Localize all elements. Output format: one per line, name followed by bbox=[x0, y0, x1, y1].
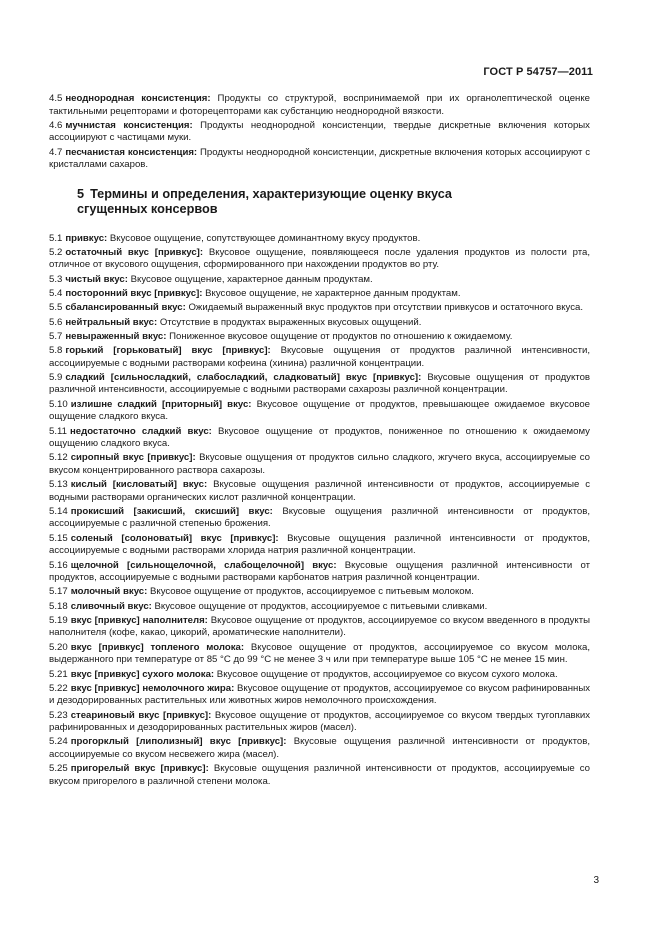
entry-number: 5.8 bbox=[49, 345, 63, 357]
entry-term: сладкий [сильносладкий, слабосладкий, сладковатый] вкус [привкус]: bbox=[65, 371, 422, 383]
entry-number: 5.6 bbox=[49, 316, 63, 328]
definition-entry bbox=[49, 683, 590, 708]
definition-entry bbox=[49, 274, 590, 287]
entry-definition: Вкусовое ощущение от продуктов, ассоциируемое со вкусом молока, выдержанного при температуре от 85 °С до 99 °С не менее 3 ч или при температуре выше 105 °С не менее 15 мин. bbox=[49, 641, 590, 666]
definition-entry bbox=[49, 93, 590, 118]
entry-definition: Вкусовое ощущение, появляющееся после удаления продуктов из полости рта, отличное от вкусового ощущения, сформированного при нахождении продуктов во рту. bbox=[49, 246, 591, 271]
entry-number: 5.24 bbox=[49, 736, 68, 748]
definition-entry bbox=[49, 533, 590, 558]
entry-term: прогорклый [липолизный] вкус [привкус]: bbox=[70, 736, 287, 748]
entry-number: 5.4 bbox=[49, 287, 63, 299]
entry-number: 5.16 bbox=[49, 559, 68, 571]
entry-term: чистый вкус: bbox=[65, 273, 128, 285]
entry-definition: Вкусовое ощущение, не характерное данным продуктам. bbox=[205, 287, 461, 299]
entry-number: 5.12 bbox=[49, 452, 68, 464]
definition-entry bbox=[49, 247, 590, 272]
entry-term: сбалансированный вкус: bbox=[65, 302, 186, 314]
entry-definition: Вкусовое ощущение от продуктов, ассоциируемое с питьевыми сливками. bbox=[154, 600, 488, 612]
section-5-entries bbox=[49, 233, 590, 789]
definition-entry bbox=[49, 710, 590, 735]
definition-entry bbox=[49, 560, 590, 585]
section-title-line-1: Термины и определения, характеризующие оценку вкуса bbox=[90, 186, 452, 201]
entry-definition: Пониженное вкусовое ощущение от продуктов по отношению к ожидаемому. bbox=[169, 330, 513, 342]
entry-term: неоднородная консистенция: bbox=[65, 93, 211, 104]
entry-term: молочный вкус: bbox=[70, 586, 148, 598]
entry-definition: Вкусовые ощущения от продуктов сильно сладкого, жгучего вкуса, ассоциируемые со вкусом концентрированного раствора сахарозы. bbox=[49, 452, 590, 476]
entry-term: недостаточно сладкий вкус: bbox=[69, 425, 212, 437]
definition-entry bbox=[49, 288, 590, 301]
page-number: 3 bbox=[593, 875, 599, 886]
definition-entry bbox=[49, 601, 590, 614]
entry-number: 4.6 bbox=[49, 119, 63, 131]
entry-number: 5.14 bbox=[49, 505, 68, 517]
entry-definition: Вкусовые ощущения от продуктов различной интенсивности, ассоциируемые с водными растворами кофеина (хинина) различной концентрации. bbox=[49, 345, 591, 369]
entry-number: 5.23 bbox=[49, 709, 68, 721]
entry-number: 5.25 bbox=[49, 763, 68, 775]
entry-definition: Вкусовое ощущение от продуктов, пониженное по отношению к ожидаемому ощущению сладкого вкуса. bbox=[49, 425, 590, 450]
definition-entry bbox=[49, 736, 590, 761]
entry-definition: Продукты неоднородной консистенции, дискретные включения которых ассоциируют с кристаллами сахаров. bbox=[49, 146, 591, 171]
definition-entry bbox=[49, 317, 590, 330]
entry-term: остаточный вкус [привкус]: bbox=[65, 246, 204, 258]
entry-number: 5.22 bbox=[49, 682, 68, 694]
definition-entry bbox=[49, 506, 590, 531]
section-5-heading bbox=[77, 187, 590, 217]
entry-number: 5.1 bbox=[49, 232, 63, 244]
entry-definition: Вкусовые ощущения различной интенсивности от продуктов, ассоциируемые со вкусом пригорелого в различной степени молока. bbox=[49, 763, 590, 787]
entry-number: 4.5 bbox=[49, 93, 63, 104]
definition-entry bbox=[49, 399, 590, 424]
entry-definition: Отсутствие в продуктах выраженных вкусовых ощущений. bbox=[159, 316, 422, 328]
definition-entry bbox=[49, 669, 590, 682]
definition-entry bbox=[49, 426, 590, 451]
entry-term: вкус [привкус] топленого молока: bbox=[70, 641, 245, 653]
entry-term: нейтральный вкус: bbox=[65, 316, 158, 328]
entry-term: вкус [привкус] немолочного жира: bbox=[70, 682, 235, 694]
entry-number: 5.7 bbox=[49, 330, 63, 342]
entry-term: пригорелый вкус [привкус]: bbox=[70, 763, 209, 775]
entry-number: 5.15 bbox=[49, 532, 68, 544]
entry-definition: Вкусовые ощущения от продуктов различной интенсивности, ассоциируемые с водными растворами сахарозы различной концентрации. bbox=[49, 371, 590, 396]
entry-term: стеариновый вкус [привкус]: bbox=[70, 709, 212, 721]
entry-definition: Вкусовое ощущение от продуктов, превышающее ожидаемое вкусовое ощущение сладкого вкуса. bbox=[49, 398, 590, 423]
entry-definition: Вкусовое ощущение от продуктов, ассоциируемое с питьевым молоком. bbox=[150, 586, 474, 598]
entry-definition: Вкусовое ощущение от продуктов, ассоциируемое со вкусом рафинированных и дезодорированных растительных или животных жиров немолочного происхождения. bbox=[49, 682, 591, 707]
section-title-line-2: сгущенных консервов bbox=[77, 201, 218, 216]
entry-number: 5.10 bbox=[49, 398, 68, 410]
definition-entry bbox=[49, 586, 590, 599]
entry-number: 4.7 bbox=[49, 146, 63, 158]
entry-number: 5.18 bbox=[49, 600, 68, 612]
entry-definition: Ожидаемый выраженный вкус продуктов при отсутствии привкусов и остаточного вкуса. bbox=[188, 302, 583, 314]
entry-term: кислый [кисловатый] вкус: bbox=[70, 479, 208, 491]
definition-entry bbox=[49, 372, 590, 397]
entry-number: 5.9 bbox=[49, 371, 63, 383]
entry-term: горький [горьковатый] вкус [привкус]: bbox=[65, 345, 271, 357]
entry-term: щелочной [сильнощелочной, слабощелочной] вкус: bbox=[70, 559, 337, 571]
entry-number: 5.11 bbox=[49, 425, 67, 437]
entry-definition: Вкусовые ощущения различной интенсивности от продуктов, ассоциируемые с водными растворами карбонатов натрия различной концентрации. bbox=[49, 559, 590, 584]
entry-number: 5.2 bbox=[49, 246, 63, 258]
entry-number: 5.19 bbox=[49, 614, 68, 626]
entry-number: 5.21 bbox=[49, 668, 68, 680]
entry-definition: Продукты неоднородной консистенции, твердые дискретные включения которых ассоциируют с частицами муки. bbox=[49, 119, 590, 144]
entry-definition: Вкусовые ощущения различной интенсивности от продуктов, ассоциируемые с различной степенью брожения. bbox=[49, 505, 591, 530]
definition-entry bbox=[49, 147, 590, 172]
definition-entry bbox=[49, 642, 590, 667]
definition-entry bbox=[49, 615, 590, 640]
definition-entry bbox=[49, 452, 590, 477]
entry-number: 5.20 bbox=[49, 641, 68, 653]
definition-entry bbox=[49, 345, 590, 370]
entry-term: соленый [солоноватый] вкус [привкус]: bbox=[70, 532, 279, 544]
definition-entry bbox=[49, 763, 590, 788]
definition-entry bbox=[49, 302, 590, 315]
entry-definition: Вкусовое ощущение от продуктов, ассоциируемое со вкусом введенного в продукты наполнителя (кофе, какао, цикорий, ароматические наполнители). bbox=[49, 614, 590, 639]
entry-term: песчанистая консистенция: bbox=[65, 146, 198, 158]
entry-term: мучнистая консистенция: bbox=[65, 119, 193, 131]
entry-number: 5.13 bbox=[49, 479, 68, 491]
definition-entry bbox=[49, 331, 590, 344]
content bbox=[49, 93, 590, 790]
entry-term: излишне сладкий [приторный] вкус: bbox=[70, 398, 252, 410]
entry-number: 5.3 bbox=[49, 273, 63, 285]
entry-definition: Вкусовое ощущение от продуктов, ассоциируемое со вкусом твердых тугоплавких рафинированных и дезодорированных растительных жиров (масел). bbox=[49, 709, 590, 734]
definition-entry bbox=[49, 479, 590, 504]
entry-definition: Вкусовые ощущения различной интенсивности от продуктов, ассоциируемые с водными растворами хлорида натрия различной концентрации. bbox=[49, 532, 590, 557]
entry-definition: Вкусовое ощущение, характерное данным продуктам. bbox=[130, 273, 373, 285]
entry-term: вкус [привкус] сухого молока: bbox=[70, 668, 215, 680]
entry-number: 5.17 bbox=[49, 586, 68, 598]
entry-term: невыраженный вкус: bbox=[65, 330, 167, 342]
entry-term: вкус [привкус] наполнителя: bbox=[70, 614, 208, 626]
section-number: 5 bbox=[77, 186, 85, 201]
entry-definition: Вкусовые ощущения различной интенсивности от продуктов, ассоциируемые с водными растворами органических кислот различной концентрации. bbox=[49, 479, 590, 503]
entry-definition: Продукты со структурой, воспринимаемой при их органолептической оценке тактильными рецепторами и фоторецепторами как субстанцию неоднородной вязкости. bbox=[49, 93, 590, 117]
definition-entry bbox=[49, 120, 590, 145]
entry-term: привкус: bbox=[65, 232, 108, 244]
entry-number: 5.5 bbox=[49, 302, 63, 314]
entry-term: сиропный вкус [привкус]: bbox=[70, 452, 196, 464]
entry-definition: Вкусовые ощущения различной интенсивности от продуктов, ассоциируемые со вкусом несвежего жира (масел). bbox=[49, 736, 590, 760]
entry-term: сливочный вкус: bbox=[70, 600, 152, 612]
entry-definition: Вкусовое ощущение от продуктов, ассоциируемое со вкусом сухого молока. bbox=[216, 668, 558, 680]
entry-term: посторонний вкус [привкус]: bbox=[65, 287, 203, 299]
standard-header: ГОСТ Р 54757—2011 bbox=[483, 66, 593, 78]
definition-entry bbox=[49, 233, 590, 246]
entry-definition: Вкусовое ощущение, сопутствующее доминантному вкусу продуктов. bbox=[109, 232, 421, 244]
entry-term: прокисший [закисший, скисший] вкус: bbox=[70, 505, 273, 517]
section-4-tail bbox=[49, 93, 590, 172]
